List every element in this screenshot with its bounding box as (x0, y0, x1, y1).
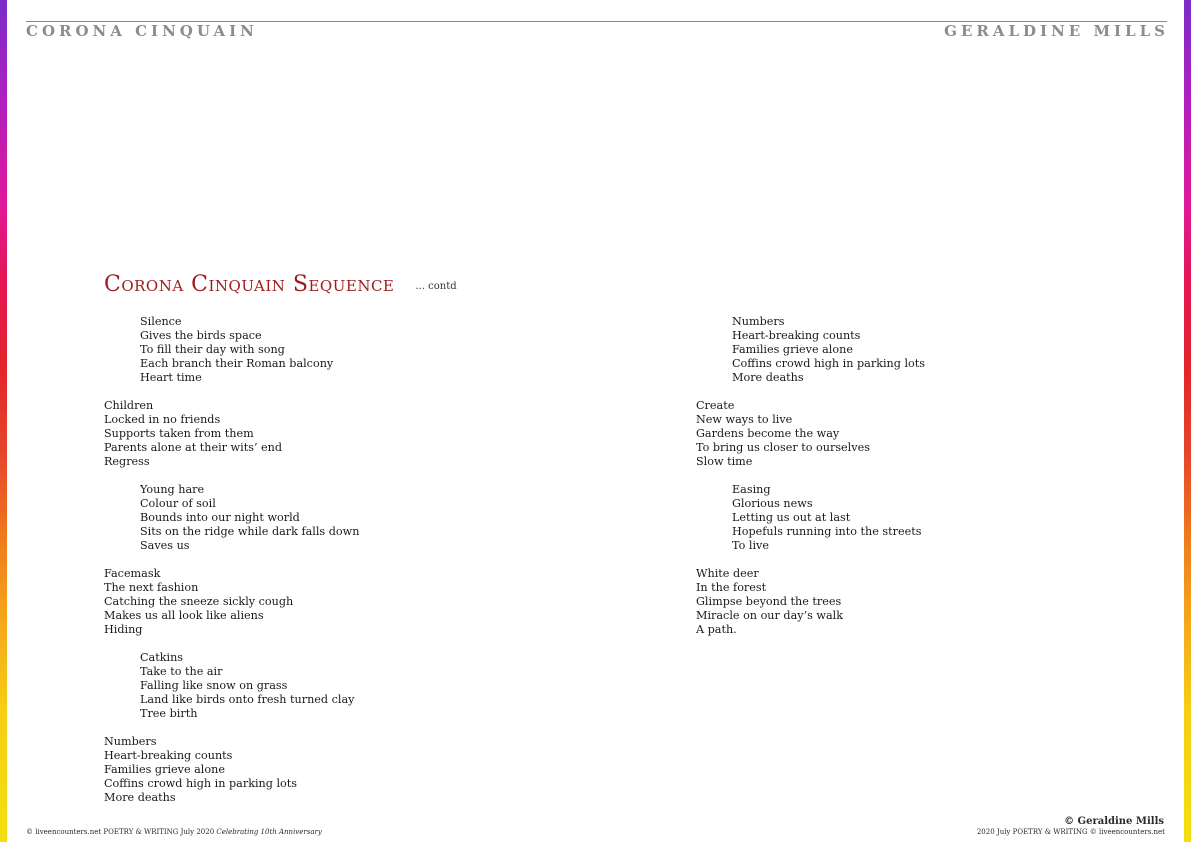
poem-line: Saves us (140, 539, 190, 552)
header-author: GERALDINE MILLS (944, 22, 1169, 40)
poem-line: Supports taken from them (104, 427, 254, 440)
stanza (104, 735, 624, 805)
continued-note: ... contd (415, 281, 457, 292)
stanza (104, 567, 624, 637)
stanza (696, 399, 1136, 469)
poem-line: Create (696, 399, 735, 412)
stanza (696, 567, 1136, 637)
poem-line: Numbers (104, 735, 157, 748)
header-poem-title: CORONA CINQUAIN (26, 22, 258, 40)
poem-line: Glimpse beyond the trees (696, 595, 842, 608)
poem-line: Falling like snow on grass (140, 679, 288, 692)
footer-left-main: © liveencounters.net POETRY & WRITING July 2020 (26, 828, 215, 836)
poem-line: Numbers (732, 315, 785, 328)
stanza (104, 315, 624, 385)
poem-line: Colour of soil (140, 497, 216, 510)
poem-line: Slow time (696, 455, 753, 468)
poem-line: White deer (696, 567, 759, 580)
poem-line: More deaths (732, 371, 804, 384)
poem-line: Heart time (140, 371, 202, 384)
poem-line: Catkins (140, 651, 184, 664)
poem-line: Catching the sneeze sickly cough (104, 595, 294, 608)
poem-title: Corona Cinquain Sequence (104, 272, 395, 297)
poem-line: Glorious news (732, 497, 813, 510)
poem-line: Children (104, 399, 154, 412)
footer-left (26, 828, 322, 836)
poem-line: Families grieve alone (104, 763, 225, 776)
poem-line: Coffins crowd high in parking lots (732, 357, 926, 370)
rainbow-edge-left (0, 0, 7, 842)
poem-line: Facemask (104, 567, 161, 580)
poem-line: To live (732, 539, 769, 552)
poem-line: Families grieve alone (732, 343, 853, 356)
poem-line: Hopefuls running into the streets (732, 525, 922, 538)
poem-line: Parents alone at their wits’ end (104, 441, 283, 454)
footer-left-anniversary: Celebrating 10th Anniversary (216, 828, 322, 836)
poem-line: The next fashion (104, 581, 199, 594)
poem-line: Take to the air (140, 665, 223, 678)
poem-line: Letting us out at last (732, 511, 851, 524)
rainbow-edge-right (1184, 0, 1191, 842)
poem-line: Bounds into our night world (140, 511, 300, 524)
poem-line: Makes us all look like aliens (104, 609, 264, 622)
poem-column-left (104, 315, 624, 819)
poem-line: Heart-breaking counts (732, 329, 861, 342)
poem-line: To bring us closer to ourselves (696, 441, 870, 454)
poem-column-right (696, 315, 1136, 651)
poem-line: More deaths (104, 791, 176, 804)
poem-line: Gardens become the way (696, 427, 840, 440)
poem-line: Hiding (104, 623, 143, 636)
stanza (104, 651, 624, 721)
poem-line: Silence (140, 315, 182, 328)
stanza (696, 315, 1136, 385)
poem-line: Land like birds onto fresh turned clay (140, 693, 355, 706)
poem-line: Gives the birds space (140, 329, 262, 342)
stanza (104, 399, 624, 469)
poem-line: Miracle on our day’s walk (696, 609, 844, 622)
footer-right: 2020 July POETRY & WRITING © liveencounters.net (976, 828, 1165, 836)
poem-line: Sits on the ridge while dark falls down (140, 525, 360, 538)
poem-line: Regress (104, 455, 150, 468)
poem-line: Heart-breaking counts (104, 749, 233, 762)
poem-line: Tree birth (140, 707, 198, 720)
poem-line: Each branch their Roman balcony (140, 357, 334, 370)
poem-line: A path. (696, 623, 737, 636)
poem-line: Easing (732, 483, 771, 496)
poem-line: Locked in no friends (104, 413, 221, 426)
poem-line: Coffins crowd high in parking lots (104, 777, 298, 790)
poem-line: To fill their day with song (140, 343, 285, 356)
poem-line: In the forest (696, 581, 767, 594)
stanza (104, 483, 624, 553)
poem-line: New ways to live (696, 413, 793, 426)
poem-title-row (104, 272, 457, 297)
poem-line: Young hare (140, 483, 205, 496)
copyright-author: © Geraldine Mills (1064, 816, 1164, 827)
stanza (696, 483, 1136, 553)
